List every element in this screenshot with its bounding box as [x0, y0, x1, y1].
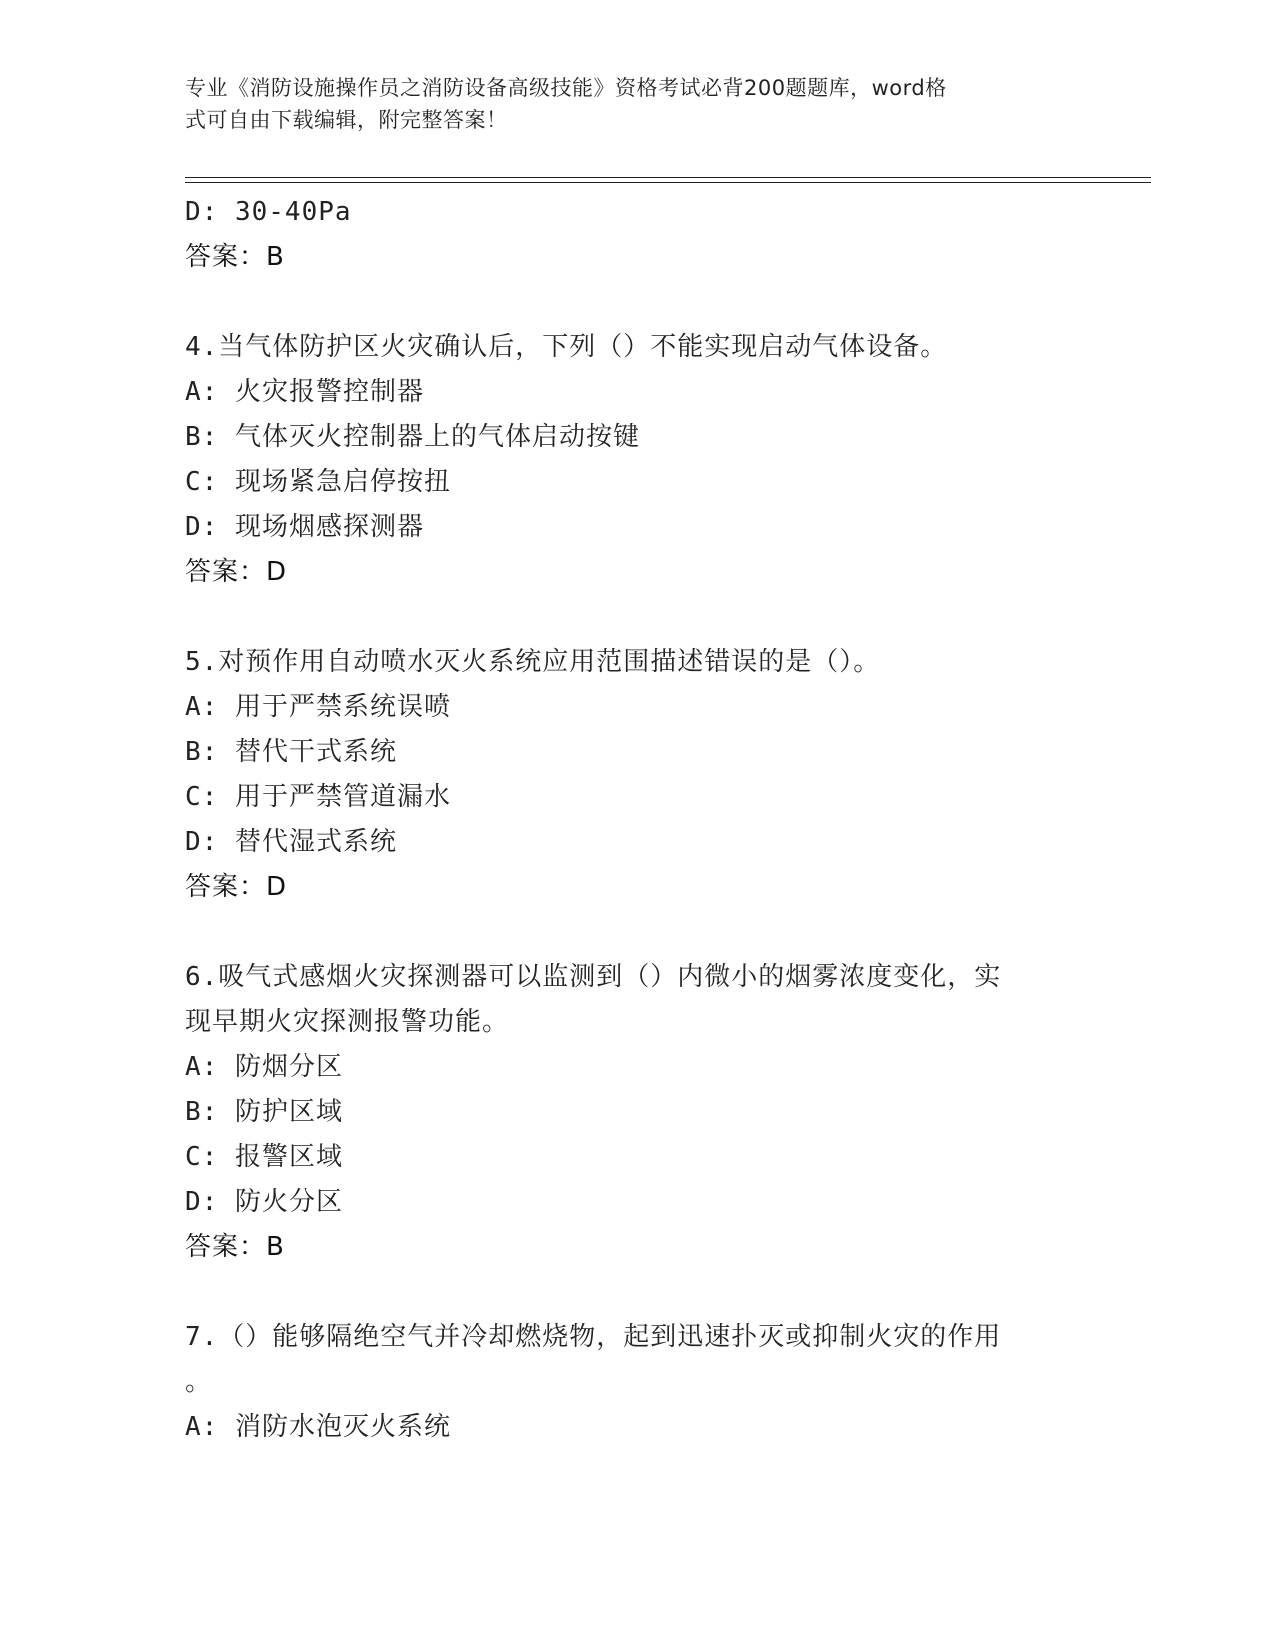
spacer: [185, 280, 1085, 325]
header-title-line-2: 式可自由下载编辑，附完整答案！: [185, 108, 508, 132]
question-text: 5.对预作用自动喷水灭火系统应用范围描述错误的是（）。: [185, 647, 881, 677]
option-d: D: 防火分区: [185, 1187, 343, 1217]
question-text-line-1: 6.吸气式感烟火灾探测器可以监测到（）内微小的烟雾浓度变化，实: [185, 962, 1002, 992]
option-a: A: 防烟分区: [185, 1052, 343, 1082]
question-block-7: [185, 1315, 1085, 1450]
header-divider-bottom: [185, 182, 1151, 183]
option-b: B: 气体灭火控制器上的气体启动按键: [185, 422, 640, 452]
option-d: D: 替代湿式系统: [185, 827, 397, 857]
option-a: A: 火灾报警控制器: [185, 377, 424, 407]
option-c: C: 报警区域: [185, 1142, 343, 1172]
question-text-line-1: 7.（）能够隔绝空气并冷却燃烧物，起到迅速扑灭或抑制火灾的作用: [185, 1322, 1002, 1352]
spacer: [185, 1270, 1085, 1315]
option-b: B: 替代干式系统: [185, 737, 397, 767]
answer-line: 答案：B: [185, 242, 285, 272]
option-a: A: 用于严禁系统误喷: [185, 692, 451, 722]
option-d: D: 现场烟感探测器: [185, 512, 424, 542]
question-text-line-2: 现早期火灾探测报警功能。: [185, 1007, 510, 1037]
option-c: C: 用于严禁管道漏水: [185, 782, 451, 812]
question-block-5: [185, 640, 1085, 910]
option-a: A: 消防水泡灭火系统: [185, 1412, 451, 1442]
document-header: [185, 72, 1065, 136]
question-block-6: [185, 955, 1085, 1270]
header-title-line-1: 专业《消防设施操作员之消防设备高级技能》资格考试必背200题题库，word格: [185, 76, 947, 100]
header-divider-top: [185, 177, 1151, 178]
question-content: [185, 190, 1085, 1450]
option-c: C: 现场紧急启停按扭: [185, 467, 451, 497]
answer-line: 答案：B: [185, 1232, 285, 1262]
spacer: [185, 910, 1085, 955]
question-text: 4.当气体防护区火灾确认后，下列（）不能实现启动气体设备。: [185, 332, 948, 362]
answer-line: 答案：D: [185, 872, 288, 902]
option-b: B: 防护区域: [185, 1097, 343, 1127]
question-text-line-2: 。: [185, 1367, 213, 1397]
spacer: [185, 595, 1085, 640]
answer-line: 答案：D: [185, 557, 288, 587]
question-block-4: [185, 325, 1085, 595]
option-d: D: 30-40Pa: [185, 197, 352, 227]
